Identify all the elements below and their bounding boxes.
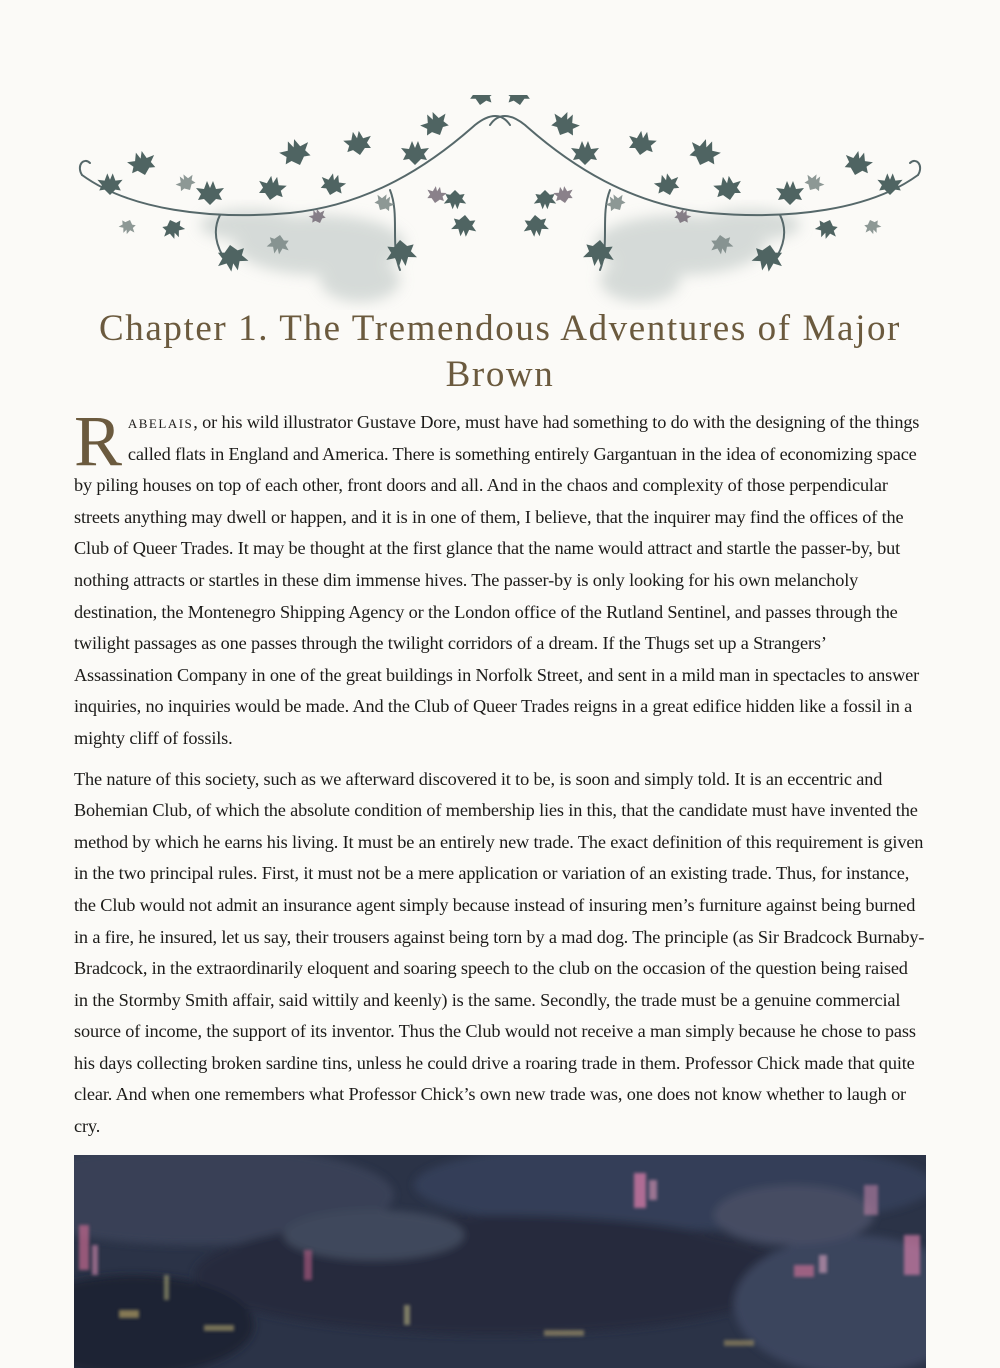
night-painting-illustration <box>74 1155 926 1368</box>
smallcaps-lead: abelais <box>127 412 194 432</box>
chapter-title: Chapter 1. The Tremendous Adventures of Major Brown <box>99 308 901 395</box>
paragraph-1-text: , or his wild illustrator Gustave Dore, must have had something to do with the designing of the things called flats in England and America. There is something entirely Gargantuan in the idea of economizing space by piling houses on top of each other, front doors and all. And in the chaos and complexity of those perpendicular streets anything may dwell or happen, and it is in one of them, I believe, that the inquirer may find the offices of the Club of Queer Trades. It may be thought at the first glance that the name would attract and startle the passer-by, but nothing attracts or startles in these dim immense hives. The passer-by is only looking for his own melancholy destination, the Montenegro Shipping Agency or the London office of the Rutland Sentinel, and passes through the twilight passages as one passes through the twilight corridors of a dream. If the Thugs set up a Strangers’ Assassination Company in one of the great buildings in Norfolk Street, and sent in a mild man in spectacles to answer inquiries, no inquiries would be made. And the Club of Queer Trades reigns in a great edifice hidden like a fossil in a mighty cliff of fossils. <box>74 412 920 748</box>
paragraph-2: The nature of this society, such as we afterward discovered it to be, is soon and simply told. It is an eccentric and Bohemian Club, of which the absolute condition of membership lies in this, that the candidate must have invented the method by which he earns his living. It must be an entirely new trade. The exact definition of this requirement is given in the two principal rules. First, it must not be a mere application or variation of an existing trade. Thus, for instance, the Club would not admit an insurance agent simply because instead of insuring men’s furniture against being burned in a fire, he insured, let us say, their trousers against being torn by a mad dog. The principle (as Sir Bradcock Burnaby-Bradcock, in the extraordinarily eloquent and soaring speech to the club on the occasion of the question being raised in the Stormby Smith affair, said wittily and keenly) is the same. Secondly, the trade must be a genuine commercial source of income, the support of its inventor. Thus the Club would not receive a man simply because he chose to pass his days collecting broken sardine tins, unless he could drive a roaring trade in them. Professor Chick made that quite clear. And when one remembers what Professor Chick’s own new trade was, one does not know whether to laugh or cry. <box>74 768 925 1137</box>
ivy-garland-ornament <box>70 95 930 310</box>
paragraph-1 <box>74 401 926 755</box>
drop-cap: R <box>74 401 122 481</box>
chapter-body <box>74 401 926 1152</box>
